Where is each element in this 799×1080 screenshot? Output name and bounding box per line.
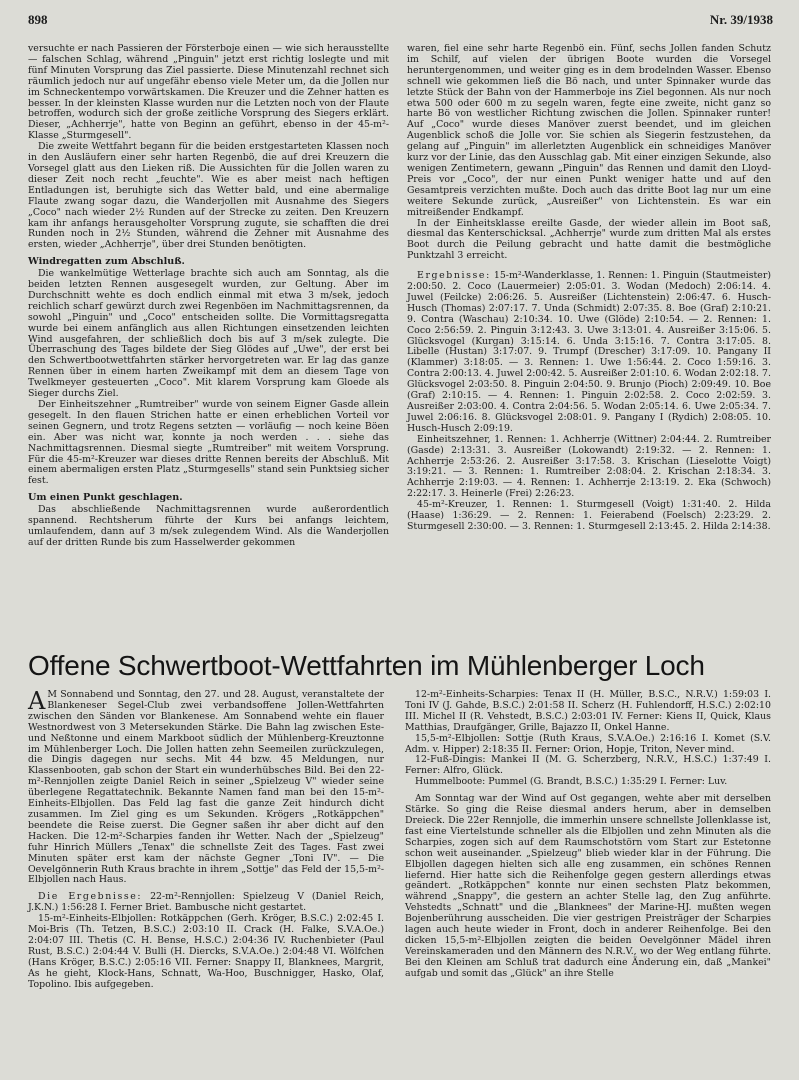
paragraph: Am Sonntag war der Wind auf Ost gegangen, wehte aber mit derselben Stärke. So ging die Reise diesmal anders herum, aber in demselben Dreieck. Die 22er Rennjolle, die immerhin unsere schnellste Jollenklasse ist, fast eine Viertelstunde schneller als die Elbjollen und zehn Minuten als die Scharpies, zogen sich auf dem Raumschotstörn vom Start zur Estetonne schon weit auseinander. „Spielzeug" blieb wieder klar in der Führung. Die Elbjollen dagegen hielten sich alle eng zusammen, ein schönes Rennen liefernd. Hier hatte sich die Reihenfolge gegen gestern allerdings etwas geändert. „Rotkäppchen" konnte nur einen sechsten Platz bekommen, während „Snappy", die gestern an achter Stelle lag, den Zug anführte. Vehstedts „Schnatt" und die „Blanknees" der Marine-HJ. mußten wegen Bojenberührung ausscheiden. Die vier gestrigen Preisträger der Scharpies lagen auch heute wieder in Front, doch in anderer Reihenfolge. Bei den dicken 15,5-m²-Elbjollen zeigten die beiden Oevelgönner Mädel ihren Vereinskameraden und den Männern des N.R.V., wo der Weg entlang führte. Bei den Kleinen am Schluß trat dadurch eine Änderung ein, daß „Mankei" aufgab und somit das „Glück" an ihre Stelle [405, 793, 771, 979]
results-label: Die Ergebnisse: [38, 891, 143, 903]
paragraph: versuchte er nach Passieren der Försterboje einen — wie sich herausstellte — falschen Schlag, während „Pinguin" jetzt erst richtig loslegte und mit fünf Minuten Vorsprung das Ziel passierte. Diese Minutenzahl rechnet sich räumlich jedoch nur auf ungefähr ebenso viele Meter um, da die Jollen nur im Schneckentempo vorwärtskamen. Die Kreuzer und die Zehner hatten es besser. In der kleinsten Klasse wurden nur die Letzten noch von der Flaute betroffen, wodurch sich der große zeitliche Vorsprung des Siegers erklärt. Dieser, „Achherrje", hatte von Beginn an geführt, ebenso in der 45-m²-Klasse „Sturmgesell". [28, 43, 389, 142]
results-paragraph: Einheitszehner, 1. Rennen: 1. Achherrje (Wittner) 2:04:44. 2. Rumtreiber (Gasde) 2:13:31. 3. Ausreißer (Lokowandt) 2:19:32. — 2. Rennen: 1. Achherrje 2:53:26. 2. Ausreißer 3:17:58. 3. Krischan (Lieselotte Voigt) 3:19:21. — 3. Rennen: 1. Rumtreiber 2:08:04. 2. Krischan 2:18:34. 3. Achherrje 2:19:03. — 4. Rennen: 1. Achherrje 2:13:19. 2. Eka (Schwoch) 2:22:17. 3. Heinerle (Frei) 2:26:23. [407, 433, 771, 500]
results-paragraph: 12-m²-Einheits-Scharpies: Tenax II (H. Müller, B.S.C., N.R.V.) 1:59:03 I. Toni IV (J. Gahde, B.S.C.) 2:01:58 II. Scherz (H. Fuhlendorff, H.S.C.) 2:02:10 III. Michel II (R. Vehstedt, B.S.C.) 2:03:01 IV. Ferner: Kiens II, Quick, Klaus Matthias, Draufgänger, Grille, Bajazzo II, Onkel Hanne. [405, 689, 771, 733]
lead-text: M Sonnabend und Sonntag, den 27. und 28. August, veranstaltete der Blankeneser Segel-Club zwei verbandsoffene Jollen-Wettfahrten zwischen den Sänden vor Blankenese. Am Sonnabend wehte ein flauer Westnordwest von 3 Metersekunden Stärke. Die Bahn lag zwischen Este- und Neßtonne und einem Markboot südlich der Mühlenberg-Kreuztonne im Mühlenberger Loch. Die Jollen hatten zehn Seemeilen zurückzulegen, die Dingis dagegen nur sechs. Mit 44 bzw. 45 Meldungen, nur Klassenbooten, gab schon der Start ein wunderhübsches Bild. Bei den 22-m²-Rennjollen zeigte Daniel Reich in seiner „Spielzeug V" wieder seine überlegene Regattatechnik. Bekannte Namen fand man bei den 15-m²-Einheits-Elbjollen. Das Feld lag fast die ganze Zeit hindurch dicht zusammen. Im Ziel ging es um Sekunden. Krögers „Rotkäppchen" beendete die Reise zuerst. Die Gegner saßen ihr aber dicht auf den Hacken. Die 12-m²-Scharpies fanden ihr Wetter. Nach der „Spielzeug" fuhr Hinrich Müllers „Tenax" die schnellste Zeit des Tages. Fast zwei Minuten später erst kam der nächste Gegner „Toni IV". — Die Oevelgönnerin Ruth Kraus brachte in ihrem „Sottje" das Feld der 15,5-m²-Elbjollen nach Haus. [28, 689, 384, 886]
issue-number: Nr. 39/1938 [709, 12, 773, 27]
results-block [28, 892, 384, 914]
lead-paragraph [28, 687, 384, 886]
results-paragraph: 15,5-m²-Elbjollen: Sottje (Ruth Kraus, S.V.A.Oe.) 2:16:16 I. Komet (S.V. Adm. v. Hipper) 2:18:35 II. Ferner: Orion, Hopje, Triton, Never mind. [405, 732, 771, 755]
results-text: 15-m²-Wanderklasse, 1. Rennen: 1. Pinguin (Stautmeister) 2:00:50. 2. Coco (Lauermeier) 2:05:01. 3. Wodan (Medoch) 2:06:14. 4. Juwel (Feilcke) 2:06:26. 5. Ausreißer (Lichtenstein) 2:06:47. 6. Husch-Husch (Thomas) 2:07:17. 7. Unda (Schmidt) 2:07:35. 8. Boe (Graf) 2:10:21. 9. Contra (Waschau) 2:10:34. 10. Uwe (Glöde) 2:10:54. — 2. Rennen: 1. Coco 2:56:59. 2. Pinguin 3:12:43. 3. Uwe 3:13:01. 4. Ausreißer 3:15:06. 5. Glücksvogel (Kurgan) 3:15:14. 6. Unda 3:15:16. 7. Contra 3:17:05. 8. Libelle (Hustan) 3:17:07. 9. Trumpf (Drescher) 3:17:09. 10. Pangany II (Klammer) 3:18:05. — 3. Rennen: 1. Uwe 1:56:44. 2. Coco 1:59:16. 3. Contra 2:00:13. 4. Juwel 2:00:42. 5. Ausreißer 2:01:10. 6. Wodan 2:02:18. 7. Glücksvogel 2:03:50. 8. Pinguin 2:04:50. 9. Brunjo (Pioch) 2:09:49. 10. Boe (Graf) 2:10:15. — 4. Rennen: 1. Pinguin 2:02:58. 2. Coco 2:02:59. 3. Ausreißer 2:03:00. 4. Contra 2:04:56. 5. Wodan 2:05:14. 6. Uwe 2:05:34. 7. Juwel 2:06:16. 8. Glücksvogel 2:08:01. 9. Pangany I (Rydich) 2:08:05. 10. Husch-Husch 2:09:19. [407, 270, 771, 434]
drop-cap: A [28, 687, 46, 715]
results-label: Ergebnisse: [417, 270, 491, 282]
article-headline: Offene Schwertboot-Wettfahrten im Mühlenberger Loch [28, 650, 705, 681]
page-header [28, 12, 773, 32]
column-1 [28, 44, 389, 549]
paragraph: waren, fiel eine sehr harte Regenbö ein. Fünf, sechs Jollen fanden Schutz im Schilf, auf vielen der übrigen Boote wurden die Vorsegel heruntergenommen, und weiter ging es in dem brodelnden Wasser. Ebenso schnell wie gekommen ließ die Bö nach, und unter Spinnaker wurde das letzte Stück der Bahn von der Hammerboje ins Ziel begonnen. Als nur noch etwa 500 oder 600 m zu segeln waren, fegte eine zweite, nicht ganz so harte Bö von westlicher Richtung zwischen die Jollen. Spinnaker runter! Auf „Coco" wurde dieses Manöver zuerst beendet, und im gleichen Augenblick schoß die Jolle vor. Sie schien als Siegerin festzustehen, da gelang auf „Pinguin" im allerletzten Augenblick ein schneidiges Manöver kurz vor der Linie, das den Ausschlag gab. Mit einer einzigen Sekunde, also wenigen Zentimetern, gewann „Pinguin" das Rennen und damit den Lloyd-Preis vor „Coco", der nur einen Punkt weniger hatte und auf den Gesamtpreis verzichten mußte. Doch auch das dritte Boot lag nur um eine weitere Sekunde zurück, „Ausreißer" von Lichtenstein. Es war ein mitreißender Endkampf. [407, 43, 771, 218]
column-2 [407, 44, 771, 533]
page-number: 898 [28, 12, 48, 27]
section-heading: Windregatten zum Abschluß. [28, 256, 185, 268]
paragraph: Die wankelmütige Wetterlage brachte sich auch am Sonntag, als die beiden letzten Rennen ausgesegelt wurden, zur Geltung. Aber im Durchschnitt wehte es doch endlich einmal mit etwa 3 m/sek, jedoch reichlich scharf gewürzt durch zwei Regenböen im Nachmittagsrennen, da sowohl „Pinguin" und „Coco" entscheiden sollte. Die Vormittagsregatta wurde bei einem anfänglich aus allen Richtungen einsetzenden leichten Wind ausgefahren, der schließlich doch bis auf 3 m/sek zulegte. Die Überraschung des Tages bildete der Sieg Glödes auf „Uwe", der erst bei den Schwertbootwettfahrten stärker hervorgetreten war. Er lag das ganze Rennen über in einem harten Zweikampf mit dem an diesem Tage von Twelkmeyer gesteuerten „Coco". Mit klarem Vorsprung kam Gloede als Sieger durchs Ziel. [28, 268, 389, 400]
results-block [407, 271, 771, 435]
paragraph: Das abschließende Nachmittagsrennen wurde außerordentlich spannend. Rechtsherum führte der Kurs bei anfangs leichtem, umlaufendem, dann auf 3 m/sek zulegendem Wind. Als die Wanderjollen auf der dritten Runde bis zum Hasselwerder gekommen [28, 504, 389, 548]
results-text: 22-m²-Rennjollen: Spielzeug V (Daniel Reich, J.K.N.) 1:56:28 I. Ferner Briet. Bambusche nicht gestartet. [28, 891, 384, 914]
results-paragraph: Hummelboote: Pummel (G. Brandt, B.S.C.) 1:35:29 I. Ferner: Luv. [415, 776, 728, 788]
paragraph: Die zweite Wettfahrt begann für die beiden erstgestarteten Klassen noch in den Ausläufern einer sehr harten Regenbö, die auf drei Kreuzern die Vorsegel glatt aus den Lieken riß. Die Aussichten für die Jollen waren zu dieser Zeit noch recht „feuchte". Wie es aber meist nach heftigen Entladungen ist, beruhigte sich das Wetter bald, und eine abermalige Flaute zwang sogar dazu, die Wanderjollen mit Ausnahme des Siegers „Coco" nach wieder 2½ Runden auf der Strecke zu zeiten. Den Kreuzern kam ihr anfangs herausgeholter Vorsprung zugute, sie schafften die drei Runden noch in 2½ Stunden, während die Zehner mit Ausnahme des ersten, wieder „Achherrje", über drei Stunden benötigten. [28, 141, 389, 251]
column-3 [28, 687, 384, 990]
paragraph: In der Einheitsklasse ereilte Gasde, der wieder allein im Boot saß, diesmal das Kenterschicksal. „Achherrje" wurde zum dritten Mal als erstes Boot durch die Peilung gebracht und hatte damit die bestmögliche Punktzahl 3 erreicht. [407, 217, 771, 262]
results-paragraph: 45-m²-Kreuzer, 1. Rennen: 1. Sturmgesell (Voigt) 1:31:40. 2. Hilda (Haase) 1:36:29. — 2. Rennen: 1. Feierabend (Foelsch) 2:23:29. 2. Sturmgesell 2:30:00. — 3. Rennen: 1. Sturmgesell 2:13:45. 2. Hilda 2:14:38. [407, 499, 771, 532]
column-4 [405, 690, 771, 980]
results-paragraph: 12-Fuß-Dingis: Mankei II (M. G. Scherzberg, N.R.V., H.S.C.) 1:37:49 I. Ferner: Alfro, Glück. [405, 754, 771, 777]
results-paragraph: 15-m²-Einheits-Elbjollen: Rotkäppchen (Gerh. Kröger, B.S.C.) 2:02:45 I. Moi-Bris (Th. Tetzen, B.S.C.) 2:03:10 II. Crack (H. Falke, S.V.A.Oe.) 2:04:07 III. Thetis (C. H. Bense, H.S.C.) 2:04:36 IV. Ruchenbieter (Paul Rust, B.S.C.) 2:04:44 V. Bulli (H. Diercks, S.V.A.Oe.) 2:04:48 VI. Wölfchen (Hans Kröger, B.S.C.) 2:05:16 VII. Ferner: Snappy II, Blanknees, Margrit, As he gieht, Klock-Hans, Schnatt, Wa-Hoo, Buschnigger, Hasko, Olaf, Topolino. Ibis aufgegeben. [28, 913, 384, 990]
paragraph: Der Einheitszehner „Rumtreiber" wurde von seinem Eigner Gasde allein gesegelt. In den flauen Strichen hatte er einen erheblichen Vorteil vor seinen Gegnern, und trotz Regens setzten — vorläufig — noch keine Böen ein. Aber was nicht war, konnte ja noch werden . . . siehe das Nachmittagsrennen. Diesmal siegte „Rumtreiber" mit weitem Vorsprung. Für die 45-m²-Kreuzer war dieses dritte Rennen bereits der Abschluß. Mit einem abermaligen ersten Platz „Sturmgesells" stand sein Punktsieg sicher fest. [28, 399, 389, 487]
section-heading: Um einen Punkt geschlagen. [28, 492, 183, 504]
